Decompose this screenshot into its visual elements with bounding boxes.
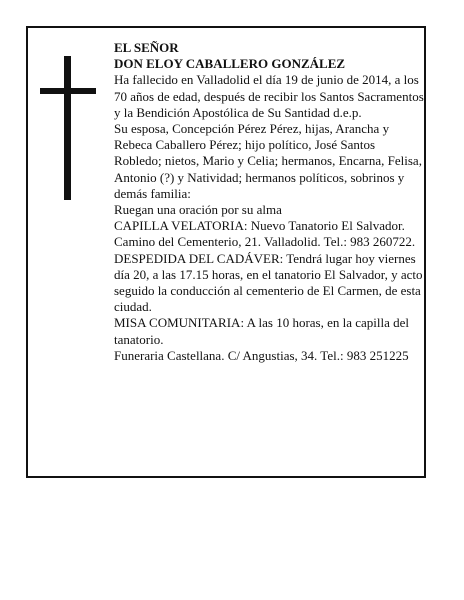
prayer-request: Ruegan una oración por su alma bbox=[114, 202, 282, 218]
obituary-notice bbox=[26, 26, 426, 478]
farewell-details: DESPEDIDA DEL CADÁVER: Tendrá lugar hoy viernes día 20, a las 17.15 horas, en el tanatorio El Salvador, y acto seguido la conducción al cementerio de El Carmen, de esta ciudad. bbox=[114, 250, 423, 315]
cross-icon bbox=[40, 56, 96, 200]
cross-vertical-bar bbox=[64, 56, 71, 200]
cross-horizontal-bar bbox=[40, 88, 96, 94]
death-details: Ha fallecido en Valladolid el día 19 de junio de 2014, a los 70 años de edad, después de recibir los Santos Sacramentos y la Bendición Apostólica de Su Santidad d.e.p. bbox=[114, 72, 424, 120]
chapel-details: CAPILLA VELATORIA: Nuevo Tanatorio El Salvador. Camino del Cementerio, 21. Valladolid. Tel.: 983 260722. bbox=[114, 218, 416, 250]
notice-text bbox=[114, 40, 424, 364]
deceased-name: DON ELOY CABALLERO GONZÁLEZ bbox=[114, 56, 346, 72]
family-members: Su esposa, Concepción Pérez Pérez, hijas, Arancha y Rebeca Caballero Pérez; hijo político, José Santos Robledo; nietos, Mario y Celia; hermanos, Encarna, Felisa, Antonio (?) y Natividad; hermanos políticos, sobrinos y demás familia: bbox=[114, 121, 422, 201]
notice-heading: EL SEÑOR bbox=[114, 40, 179, 55]
mass-details: MISA COMUNITARIA: A las 10 horas, en la capilla del tanatorio. bbox=[114, 315, 410, 347]
funeral-home: Funeraria Castellana. C/ Angustias, 34. Tel.: 983 251225 bbox=[114, 347, 409, 363]
